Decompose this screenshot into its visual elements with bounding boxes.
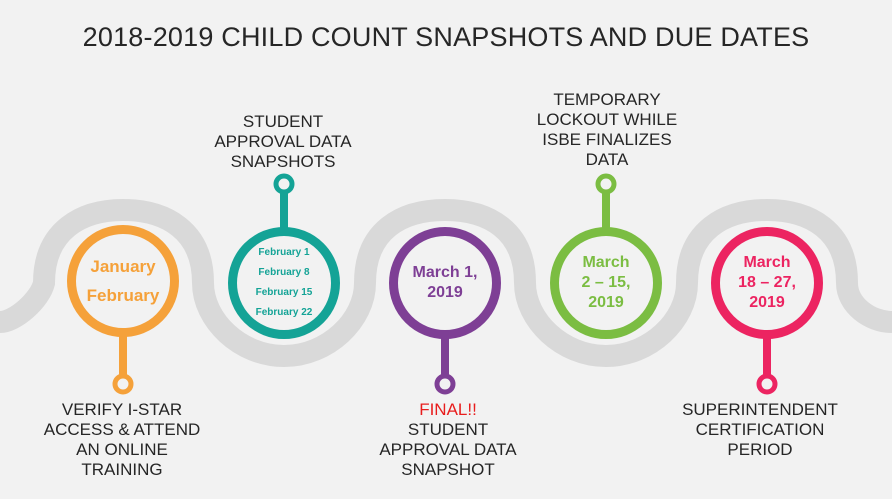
- label-line: PERIOD: [727, 440, 793, 459]
- date-line: March 1,: [412, 264, 478, 281]
- date-line: 2019: [588, 294, 624, 311]
- page-title: 2018-2019 CHILD COUNT SNAPSHOTS AND DUE DATES: [82, 22, 810, 52]
- label-line: DATA: [585, 150, 629, 169]
- final-highlight: FINAL!!: [419, 400, 477, 419]
- label-line: TEMPORARY: [553, 90, 661, 109]
- date-line: 2019: [749, 294, 785, 311]
- milestone-label-1: [22, 400, 222, 480]
- label-line: LOCKOUT WHILE: [536, 110, 678, 129]
- milestone-label-3: [358, 400, 538, 480]
- date-line: 18 – 27,: [738, 274, 796, 291]
- label-line: TRAINING: [81, 460, 163, 479]
- milestone-circle-5: [711, 227, 823, 339]
- label-line: AN ONLINE: [76, 440, 168, 459]
- milestone-circle-2: [228, 227, 340, 339]
- milestone-circle-1: [67, 225, 179, 337]
- label-line: APPROVAL DATA: [379, 440, 517, 459]
- connector-dot-5: [759, 376, 775, 392]
- milestone-circle-4: [550, 227, 662, 339]
- label-line: VERIFY I-STAR: [61, 400, 183, 419]
- date-line: January: [90, 257, 156, 276]
- connector-dot-4: [598, 176, 614, 192]
- milestone-label-5: [660, 400, 860, 460]
- date-line: February 22: [255, 307, 313, 318]
- connector-dot-1: [115, 376, 131, 392]
- label-line: SUPERINTENDENT: [682, 400, 838, 419]
- label-line: ISBE FINALIZES: [542, 130, 672, 149]
- date-line: March: [582, 254, 630, 271]
- label-line: STUDENT: [407, 420, 489, 439]
- milestone-label-4: [512, 90, 702, 170]
- connector-dot-2: [276, 176, 292, 192]
- date-line: 2 – 15,: [581, 274, 631, 291]
- date-line: February: [86, 286, 160, 305]
- milestone-label-2: [198, 112, 368, 172]
- label-line: ACCESS & ATTEND: [43, 420, 201, 439]
- date-line: 2019: [427, 284, 463, 301]
- label-line: SNAPSHOT: [401, 460, 495, 479]
- date-line: February 1: [258, 247, 310, 258]
- date-line: February 15: [255, 287, 313, 298]
- connector-dot-3: [437, 376, 453, 392]
- label-line: SNAPSHOTS: [230, 152, 336, 171]
- date-line: March: [743, 254, 791, 271]
- date-line: February 8: [258, 267, 310, 278]
- label-line: STUDENT: [242, 112, 324, 131]
- milestone-circle-3: [389, 227, 501, 339]
- label-line: CERTIFICATION: [695, 420, 825, 439]
- label-line: APPROVAL DATA: [214, 132, 352, 151]
